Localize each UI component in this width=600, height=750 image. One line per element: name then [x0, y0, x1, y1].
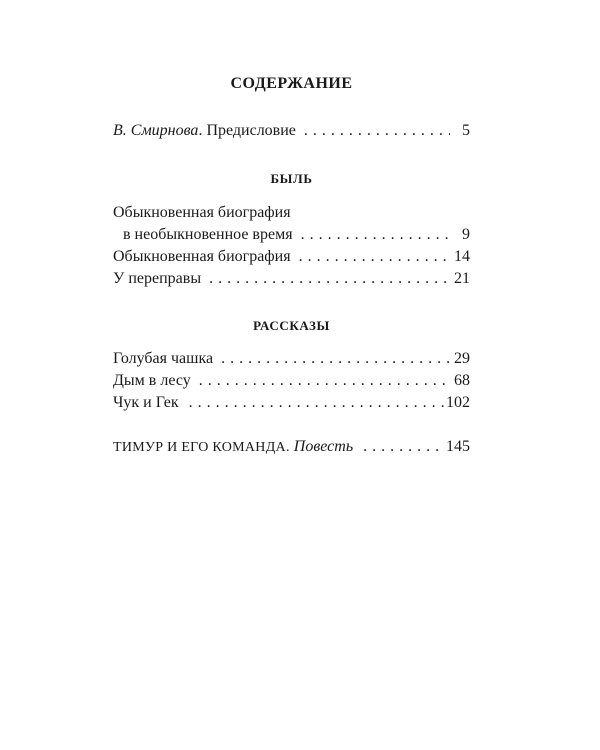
toc-entry-label	[113, 120, 296, 142]
toc-entry-label: Дым в лесу	[113, 372, 191, 389]
page-number: 5	[462, 122, 470, 139]
section-heading-stories: РАССКАЗЫ	[253, 318, 330, 333]
dot-leader	[299, 246, 450, 268]
page-number: 29	[454, 350, 470, 367]
toc-entry-smoke-in-forest	[113, 370, 470, 392]
toc-entry-biography-extraordinary	[113, 202, 470, 246]
toc-entry-biography	[113, 246, 470, 268]
page-title: СОДЕРЖАНИЕ	[230, 75, 353, 92]
dot-leader	[301, 224, 450, 246]
toc-entry-label: Чук и Гек	[113, 394, 179, 411]
dot-leader	[363, 436, 444, 458]
toc-entry-crossing	[113, 268, 470, 290]
toc-entry-label-line1: Обыкновенная биография	[113, 204, 291, 221]
dot-leader	[199, 370, 450, 392]
toc-entry-timur	[113, 436, 470, 459]
section-heading-byl: БЫЛЬ	[270, 171, 313, 186]
page-number: 14	[454, 248, 470, 265]
page-number: 21	[454, 270, 470, 287]
author-separator: .	[198, 122, 203, 139]
toc-entry-label: Обыкновенная биография	[113, 248, 291, 265]
entry-genre: Повесть	[293, 438, 354, 455]
entry-title: ТИМУР И ЕГО КОМАНДА.	[113, 440, 290, 455]
toc-entry-blue-cup	[113, 348, 470, 370]
toc-entry-label: У переправы	[113, 270, 202, 287]
author-name: В. Смирнова	[113, 122, 199, 139]
toc-entry-label: Голубая чашка	[113, 350, 214, 367]
toc-entry-label	[113, 436, 353, 459]
page-number: 68	[454, 372, 470, 389]
dot-leader	[209, 268, 450, 290]
dot-leader	[221, 348, 450, 370]
toc-entry-chuk-and-gek	[113, 392, 470, 414]
toc-entry-continuation	[113, 224, 470, 246]
page-number: 145	[446, 438, 470, 455]
entry-title: Предисловие	[206, 122, 296, 139]
toc-entry-preface	[113, 120, 470, 142]
toc-entry-label-line2: в необыкновенное время	[123, 226, 293, 243]
table-of-contents	[113, 72, 470, 459]
dot-leader	[304, 120, 450, 142]
page-number: 102	[446, 394, 470, 411]
dot-leader	[189, 392, 444, 414]
page-number: 9	[462, 226, 470, 243]
